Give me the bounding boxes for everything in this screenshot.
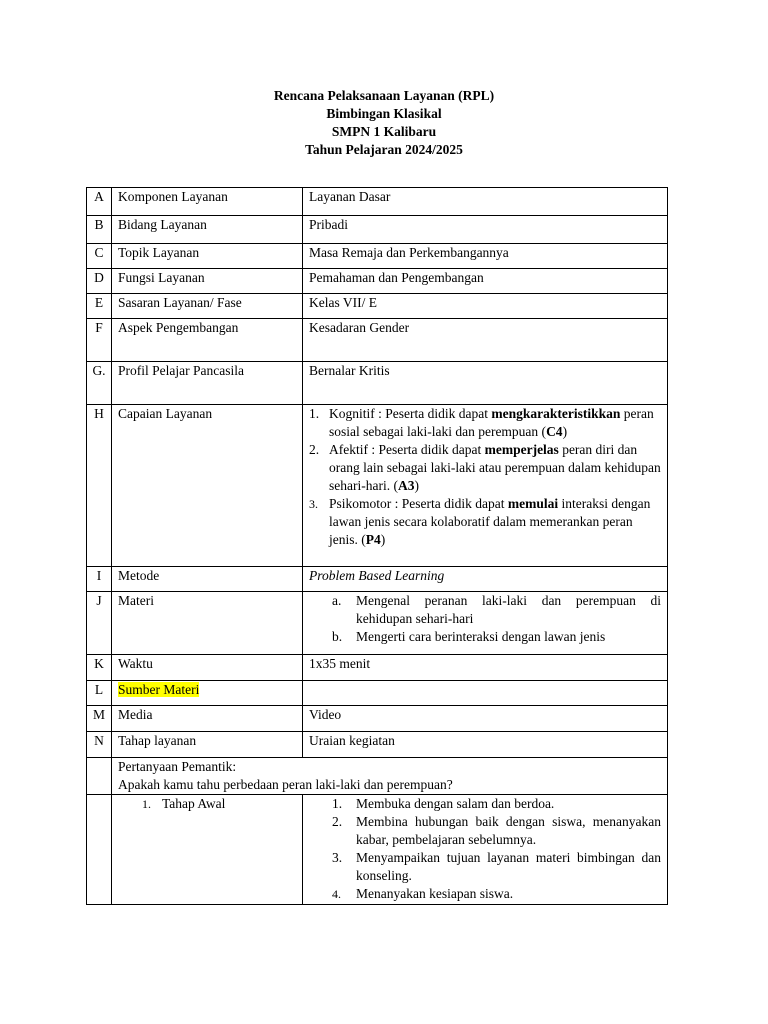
row-code [87,795,112,905]
list-letter: a. [332,593,342,608]
list-item [309,441,661,495]
list-number: 2. [332,814,343,829]
item-text: interaksi dengan lawan jenis secara kolaboratif dalam memerankan peran jenis. ( [329,496,651,547]
item-code: P4 [365,532,381,547]
item-bold: memulai [507,496,559,511]
row-value [303,795,668,905]
row-code: M [87,706,112,732]
list-item [309,885,661,903]
row-code: F [87,319,112,362]
row-code: C [87,244,112,269]
list-letter: b. [332,629,343,644]
item-text: ) [562,424,568,439]
table-row [87,269,668,294]
list-item [309,405,661,441]
row-value [303,405,668,567]
list-number: 4. [332,887,341,901]
row-code: B [87,216,112,244]
row-code: J [87,592,112,655]
list-number: 1. [142,797,151,811]
title-line-2: Bimbingan Klasikal [326,106,442,121]
table-row [87,405,668,567]
list-number: 3. [332,850,343,865]
row-value: 1x35 menit [303,655,668,681]
table-row [87,567,668,592]
title-line-4: Tahun Pelajaran 2024/2025 [305,142,463,157]
row-label: Profil Pelajar Pancasila [112,362,303,405]
item-text: Afektif : Peserta didik dapat [329,442,485,457]
row-label: Tahap layanan [112,732,303,758]
item-bold: mengkarakteristikkan [491,406,621,421]
row-value: Problem Based Learning [303,567,668,592]
row-label: Media [112,706,303,732]
table-row [87,681,668,706]
row-code: K [87,655,112,681]
row-label: Aspek Pengembangan [112,319,303,362]
table-row [87,294,668,319]
table-row [87,216,668,244]
table-row [87,362,668,405]
list-number: 1. [332,796,343,811]
table-row [87,795,668,905]
row-code: N [87,732,112,758]
title-line-1: Rencana Pelaksanaan Layanan (RPL) [273,88,495,103]
list-item [309,628,661,646]
row-label: Materi [112,592,303,655]
item-text: Menyampaikan tujuan layanan materi bimbingan dan konseling. [356,850,661,883]
row-value: Masa Remaja dan Perkembangannya [303,244,668,269]
item-text: Kognitif : Peserta didik dapat [329,406,492,421]
row-label: Waktu [112,655,303,681]
row-label: Fungsi Layanan [112,269,303,294]
item-text: Mengerti cara berinteraksi dengan lawan jenis [356,629,606,644]
row-code: G. [87,362,112,405]
rpl-table [86,187,668,905]
list-item [309,592,661,628]
table-row [87,732,668,758]
list-item [309,495,661,549]
capaian-list [309,405,661,549]
row-label: Capaian Layanan [112,405,303,567]
row-value: Pribadi [303,216,668,244]
row-label: Bidang Layanan [112,216,303,244]
kegiatan-list [309,795,661,903]
item-text: Membuka dengan salam dan berdoa. [356,796,555,811]
row-code: H [87,405,112,567]
item-code: C4 [546,424,563,439]
tahap-label: Tahap Awal [162,796,226,811]
list-item [309,813,661,849]
item-text: peran sosial sebagai laki-laki dan perempuan ( [329,406,654,439]
item-text: ) [380,532,386,547]
row-label: Komponen Layanan [112,188,303,216]
pemantik-cell [112,758,668,795]
table-row [87,758,668,795]
item-text: Menanyakan kesiapan siswa. [356,886,514,901]
item-code: A3 [397,478,415,493]
row-label [112,795,303,905]
row-value [303,681,668,706]
pemantik-heading: Pertanyaan Pemantik: [118,759,237,774]
list-number: 2. [309,442,320,457]
highlighted-label: Sumber Materi [118,682,200,697]
row-code: I [87,567,112,592]
row-value: Layanan Dasar [303,188,668,216]
document-title [0,87,768,159]
item-bold: memperjelas [484,442,559,457]
row-code: L [87,681,112,706]
row-value [303,592,668,655]
row-code: D [87,269,112,294]
row-value: Kelas VII/ E [303,294,668,319]
list-number: 3. [309,497,318,511]
row-label [112,681,303,706]
item-text: ) [414,478,419,493]
item-text: Psikomotor : Peserta didik dapat [329,496,508,511]
row-value: Kesadaran Gender [303,319,668,362]
row-value: Bernalar Kritis [303,362,668,405]
table-row [87,592,668,655]
row-code: E [87,294,112,319]
materi-list [309,592,661,646]
row-value: Uraian kegiatan [303,732,668,758]
title-line-3: SMPN 1 Kalibaru [331,124,437,139]
row-code: A [87,188,112,216]
list-number: 1. [309,406,320,421]
row-code [87,758,112,795]
table-row [87,188,668,216]
item-text: Membina hubungan baik dengan siswa, menanyakan kabar, pembelajaran sebelumnya. [356,814,661,847]
item-text: Mengenal peranan laki-laki dan perempuan di kehidupan sehari-hari [356,593,661,626]
list-item [309,849,661,885]
table-row [87,319,668,362]
row-label: Topik Layanan [112,244,303,269]
row-label: Metode [112,567,303,592]
row-label: Sasaran Layanan/ Fase [112,294,303,319]
row-value: Video [303,706,668,732]
row-value: Pemahaman dan Pengembangan [303,269,668,294]
table-row [87,244,668,269]
pemantik-question: Apakah kamu tahu perbedaan peran laki-laki dan perempuan? [118,777,453,792]
table-row [87,655,668,681]
item-text: peran diri dan orang lain sebagai laki-laki atau perempuan dalam kehidupan sehari-hari. ( [329,442,661,493]
list-item [309,795,661,813]
table-row [87,706,668,732]
